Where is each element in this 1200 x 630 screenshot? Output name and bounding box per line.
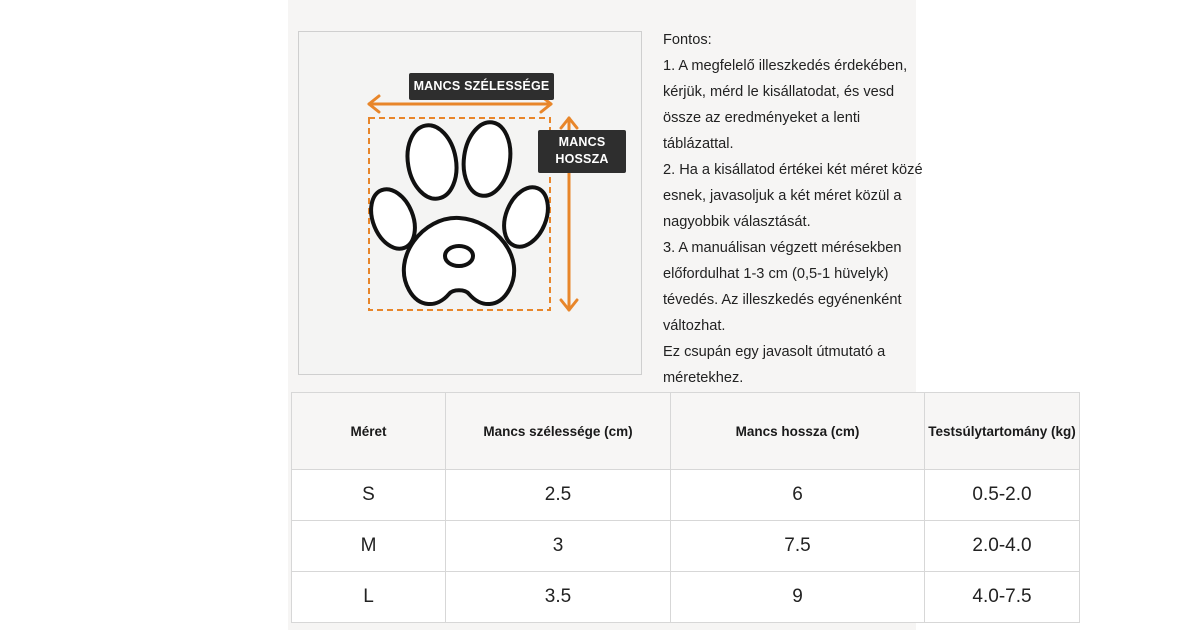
important-notes: [663, 27, 925, 391]
paw-length-cell: 7.5: [671, 521, 925, 572]
size-cell: M: [292, 521, 446, 572]
size-cell: S: [292, 470, 446, 521]
header-paw-width: Mancs szélessége (cm): [446, 393, 671, 470]
paw-width-label: MANCS SZÉLESSÉGE: [409, 73, 554, 100]
paw-measurement-diagram: [298, 31, 642, 375]
paw-length-label: [538, 130, 626, 173]
note-item: 3. A manuálisan végzett mérésekben előfordulhat 1-3 cm (0,5-1 hüvelyk) tévedés. Az illeszkedés egyénenként változhat.: [663, 240, 902, 334]
header-paw-length: Mancs hossza (cm): [671, 393, 925, 470]
note-item: 1. A megfelelő illeszkedés érdekében, kérjük, mérd le kisállatodat, és vesd össze az eredményeket a lenti táblázattal.: [663, 58, 908, 152]
notes-heading: Fontos:: [663, 32, 712, 48]
table-row: [292, 572, 1080, 623]
paw-length-cell: 9: [671, 572, 925, 623]
paw-width-cell: 2.5: [446, 470, 671, 521]
size-chart-table: [291, 392, 1080, 623]
paw-width-cell: 3.5: [446, 572, 671, 623]
paw-length-cell: 6: [671, 470, 925, 521]
note-item: Ez csupán egy javasolt útmutató a méretekhez.: [663, 344, 886, 386]
paw-width-cell: 3: [446, 521, 671, 572]
weight-range-cell: 0.5-2.0: [925, 470, 1080, 521]
note-item: 2. Ha a kisállatod értékei két méret közé esnek, javasoljuk a két méret közül a nagyobbik választását.: [663, 162, 923, 230]
table-row: [292, 521, 1080, 572]
header-size: Méret: [292, 393, 446, 470]
paw-print-icon: [363, 119, 556, 304]
weight-range-cell: 4.0-7.5: [925, 572, 1080, 623]
size-cell: L: [292, 572, 446, 623]
table-header-row: [292, 393, 1080, 470]
header-weight-range: Testsúlytartomány (kg): [925, 393, 1080, 470]
paw-length-label-line1: MANCS: [558, 135, 606, 149]
weight-range-cell: 2.0-4.0: [925, 521, 1080, 572]
paw-length-label-line2: HOSSZA: [555, 152, 609, 166]
table-row: [292, 470, 1080, 521]
